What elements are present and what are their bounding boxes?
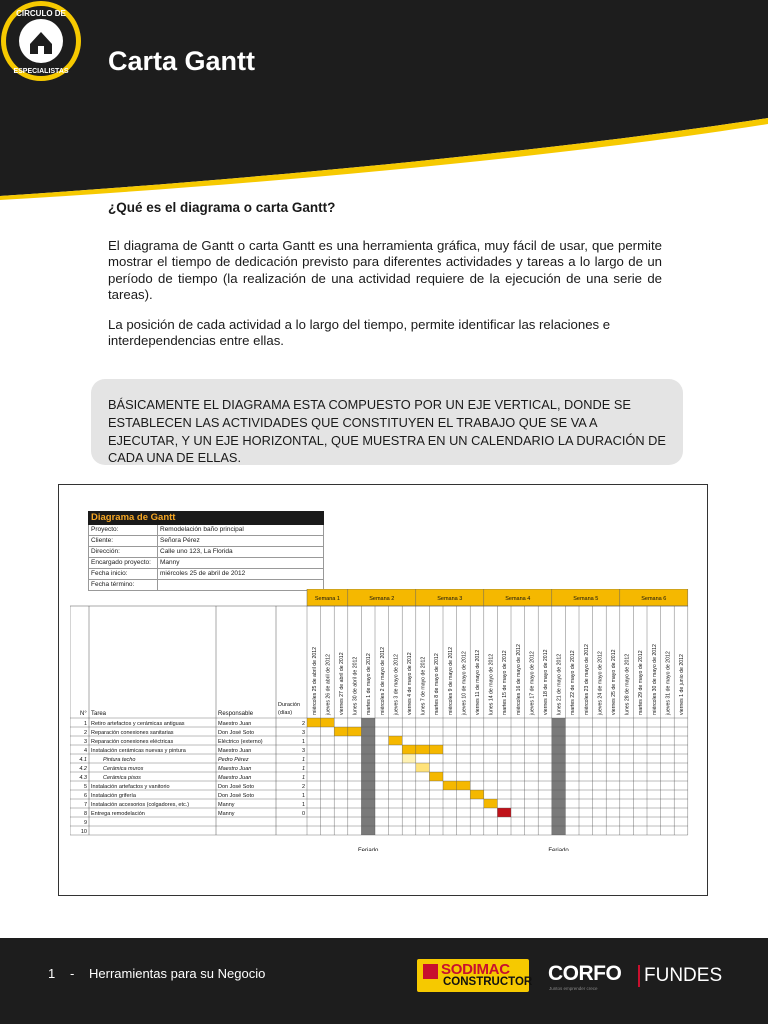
day-label: jueves 17 de mayo de 2012 [529, 651, 536, 715]
gantt-info-title: Diagrama de Gantt [88, 511, 324, 525]
section-question: ¿Qué es el diagrama o carta Gantt? [108, 200, 336, 215]
task-name: Pintura techo [103, 757, 136, 763]
page-number: 1 [48, 966, 56, 981]
day-label: martes 22 de mayo de 2012 [570, 650, 577, 715]
day-label: martes 8 de mayo de 2012 [434, 653, 441, 715]
task-responsible: Don José Soto [218, 793, 255, 799]
week-label: Semana 6 [641, 596, 667, 602]
sodimac-constructor-logo [417, 959, 533, 992]
day-label: martes 29 de mayo de 2012 [638, 650, 645, 715]
footer-bar [0, 938, 768, 1024]
task-duration: 3 [301, 730, 305, 736]
corfo-tagline: Juntos emprender crece [549, 986, 598, 991]
task-number: 7 [83, 802, 87, 808]
day-label: jueves 26 de abril de 2012 [325, 654, 332, 715]
logo-text-top: CIRCULO DE [16, 9, 66, 18]
day-label: viernes 25 de mayo de 2012 [611, 649, 617, 715]
task-name: Instalación grifería [91, 793, 136, 799]
task-responsible: Maestro Juan [218, 775, 252, 781]
task-name: Instalación cerámicas nuevas y pintura [91, 748, 186, 754]
task-responsible: Don José Soto [218, 730, 255, 736]
footer-title: Herramientas para su Negocio [89, 966, 266, 981]
task-number: 8 [83, 811, 87, 817]
day-label: viernes 4 de mayo de 2012 [407, 652, 413, 715]
task-number: 9 [83, 820, 87, 826]
task-duration: 3 [301, 748, 305, 754]
info-label: Proyecto: [89, 525, 158, 535]
info-row [88, 525, 324, 536]
sodimac-house-icon [423, 964, 438, 979]
info-value: Señora Pérez [160, 537, 200, 544]
task-number: 5 [83, 784, 87, 790]
task-responsible: Maestro Juan [218, 748, 252, 754]
holiday-label: Feriado [358, 848, 379, 851]
day-label: viernes 27 de abril de 2012 [339, 652, 345, 715]
day-label: jueves 10 de mayo de 2012 [461, 651, 468, 715]
week-label: Semana 2 [369, 596, 395, 602]
header-num: N° [80, 711, 87, 717]
task-responsible: Manny [218, 802, 235, 808]
gantt-info-table [88, 511, 324, 591]
task-bar [497, 808, 511, 817]
header-background [0, 0, 768, 200]
task-name: Instalación artefactos y vanitorio [91, 784, 170, 790]
holiday-column [361, 718, 375, 835]
task-duration: 1 [301, 757, 305, 763]
info-value: miércoles 25 de abril de 2012 [160, 570, 246, 577]
day-label: jueves 31 de mayo de 2012 [665, 651, 672, 715]
task-duration: 1 [301, 793, 305, 799]
info-label: Fecha término: [89, 580, 158, 590]
info-row [88, 536, 324, 547]
task-number: 6 [83, 793, 87, 799]
task-bar [470, 790, 484, 799]
task-duration: 1 [301, 739, 305, 745]
task-responsible: Maestro Juan [218, 766, 252, 772]
header-task: Tarea [91, 711, 107, 717]
info-row [88, 558, 324, 569]
day-label: lunes 7 de mayo de 2012 [420, 656, 427, 715]
header-duration: Duración [278, 702, 301, 708]
task-responsible: Manny [218, 811, 235, 817]
day-label: miércoles 9 de mayo de 2012 [447, 646, 454, 715]
task-duration: 1 [301, 766, 305, 772]
intro-paragraph-2: La posición de cada actividad a lo largo del tiempo, permite identificar las relaciones e interdependencias entre ellas. [108, 317, 611, 349]
info-label: Cliente: [89, 536, 158, 546]
task-number: 4.3 [79, 775, 87, 781]
task-number: 10 [80, 829, 87, 835]
circulo-especialistas-logo [0, 0, 82, 82]
task-name: Cerámica pisos [103, 775, 141, 781]
info-value: Manny [160, 559, 180, 566]
info-row [88, 569, 324, 580]
info-value: Calle uno 123, La Florida [160, 548, 233, 555]
task-number: 3 [83, 739, 87, 745]
day-label: jueves 24 de mayo de 2012 [597, 651, 604, 715]
header-banner [0, 0, 768, 200]
task-duration: 2 [301, 784, 305, 790]
task-duration: 0 [301, 811, 305, 817]
week-label: Semana 4 [505, 596, 531, 602]
holiday-label: Feriado [548, 848, 569, 851]
task-responsible: Eléctrico (externo) [218, 739, 263, 745]
task-name: Instalación accesorios (colgadores, etc.) [91, 802, 190, 808]
sodimac-logo-text: SODIMAC [441, 961, 510, 978]
page-title: Carta Gantt [108, 46, 256, 76]
day-label: miércoles 25 de abril de 2012 [311, 646, 318, 715]
task-bar [402, 754, 416, 763]
week-label: Semana 5 [573, 596, 599, 602]
day-label: martes 15 de mayo de 2012 [502, 650, 509, 715]
task-name: Entrega remodelación [91, 811, 145, 817]
header-responsible: Responsable [218, 711, 254, 717]
day-label: lunes 30 de abril de 2012 [352, 656, 359, 715]
info-label: Encargado proyecto: [89, 558, 158, 568]
week-label: Semana 1 [314, 596, 340, 602]
logo-text-bottom: ESPECIALISTAS [13, 68, 69, 75]
task-bar [389, 736, 403, 745]
task-bar [484, 799, 498, 808]
info-label: Fecha inicio: [89, 569, 158, 579]
task-name: Retiro artefactos y cerámicas antiguas [91, 721, 185, 727]
info-label: Dirección: [89, 547, 158, 557]
day-label: martes 1 de mayo de 2012 [366, 653, 373, 715]
task-responsible: Maestro Juan [218, 721, 252, 727]
task-bar [429, 772, 443, 781]
task-name: Reparación conexiones eléctricas [91, 739, 174, 745]
day-label: lunes 21 de mayo de 2012 [556, 653, 563, 715]
week-label: Semana 3 [437, 596, 463, 602]
task-duration: 2 [301, 721, 305, 727]
day-label: viernes 18 de mayo de 2012 [543, 649, 549, 715]
info-value: Remodelación baño principal [160, 526, 244, 533]
day-label: lunes 28 de mayo de 2012 [624, 653, 631, 715]
day-label: viernes 1 de junio de 2012 [679, 654, 685, 715]
task-number: 1 [83, 721, 87, 727]
day-label: jueves 3 de mayo de 2012 [393, 654, 400, 715]
day-label: miércoles 23 de mayo de 2012 [583, 644, 590, 715]
task-number: 4.1 [79, 757, 87, 763]
day-label: miércoles 16 de mayo de 2012 [515, 644, 522, 715]
intro-paragraph-1: El diagrama de Gantt o carta Gantt es una herramienta gráfica, muy fácil de usar, que permite mostrar el tiempo de dedicación previsto para diferentes actividades y tareas a lo largo de un período de tiempo (la realización de una actividad requiere de la ejecución de una serie de tareas). [108, 238, 662, 302]
callout-text: BÁSICAMENTE EL DIAGRAMA ESTA COMPUESTO POR UN EJE VERTICAL, DONDE SE ESTABLECEN LAS ACTIVIDADES QUE CONSTITUYEN EL TRABAJO QUE SE VA A EJECUTAR, Y UN EJE HORIZONTAL, QUE MUESTRA EN UN CALENDARIO LA DURACIÓN DE CADA UNA DE ELLAS. [108, 397, 666, 466]
task-number: 4.2 [79, 766, 87, 772]
info-row [88, 547, 324, 558]
task-number: 2 [83, 730, 87, 736]
task-duration: 1 [301, 802, 305, 808]
fundes-logo: FUNDES [644, 965, 723, 986]
task-duration: 1 [301, 775, 305, 781]
day-label: lunes 14 de mayo de 2012 [488, 653, 495, 715]
task-number: 4 [83, 748, 87, 754]
task-responsible: Don José Soto [218, 784, 255, 790]
task-name: Cerámica muros [103, 766, 144, 772]
corfo-logo: CORFO [548, 962, 622, 985]
task-name: Reparación conexiones sanitarias [91, 730, 174, 736]
task-responsible: Pedro Pérez [218, 757, 249, 763]
callout-box [91, 379, 683, 465]
holiday-column [552, 718, 566, 835]
day-label: viernes 11 de mayo de 2012 [475, 649, 481, 715]
header-duration: (días) [278, 710, 293, 716]
day-label: miércoles 2 de mayo de 2012 [379, 646, 386, 715]
footer-separator: - [70, 966, 75, 981]
task-bar [402, 745, 443, 754]
constructor-logo-text: CONSTRUCTOR [443, 976, 533, 988]
task-bar [416, 763, 430, 772]
gantt-chart-table [70, 589, 696, 851]
day-label: miércoles 30 de mayo de 2012 [651, 644, 658, 715]
